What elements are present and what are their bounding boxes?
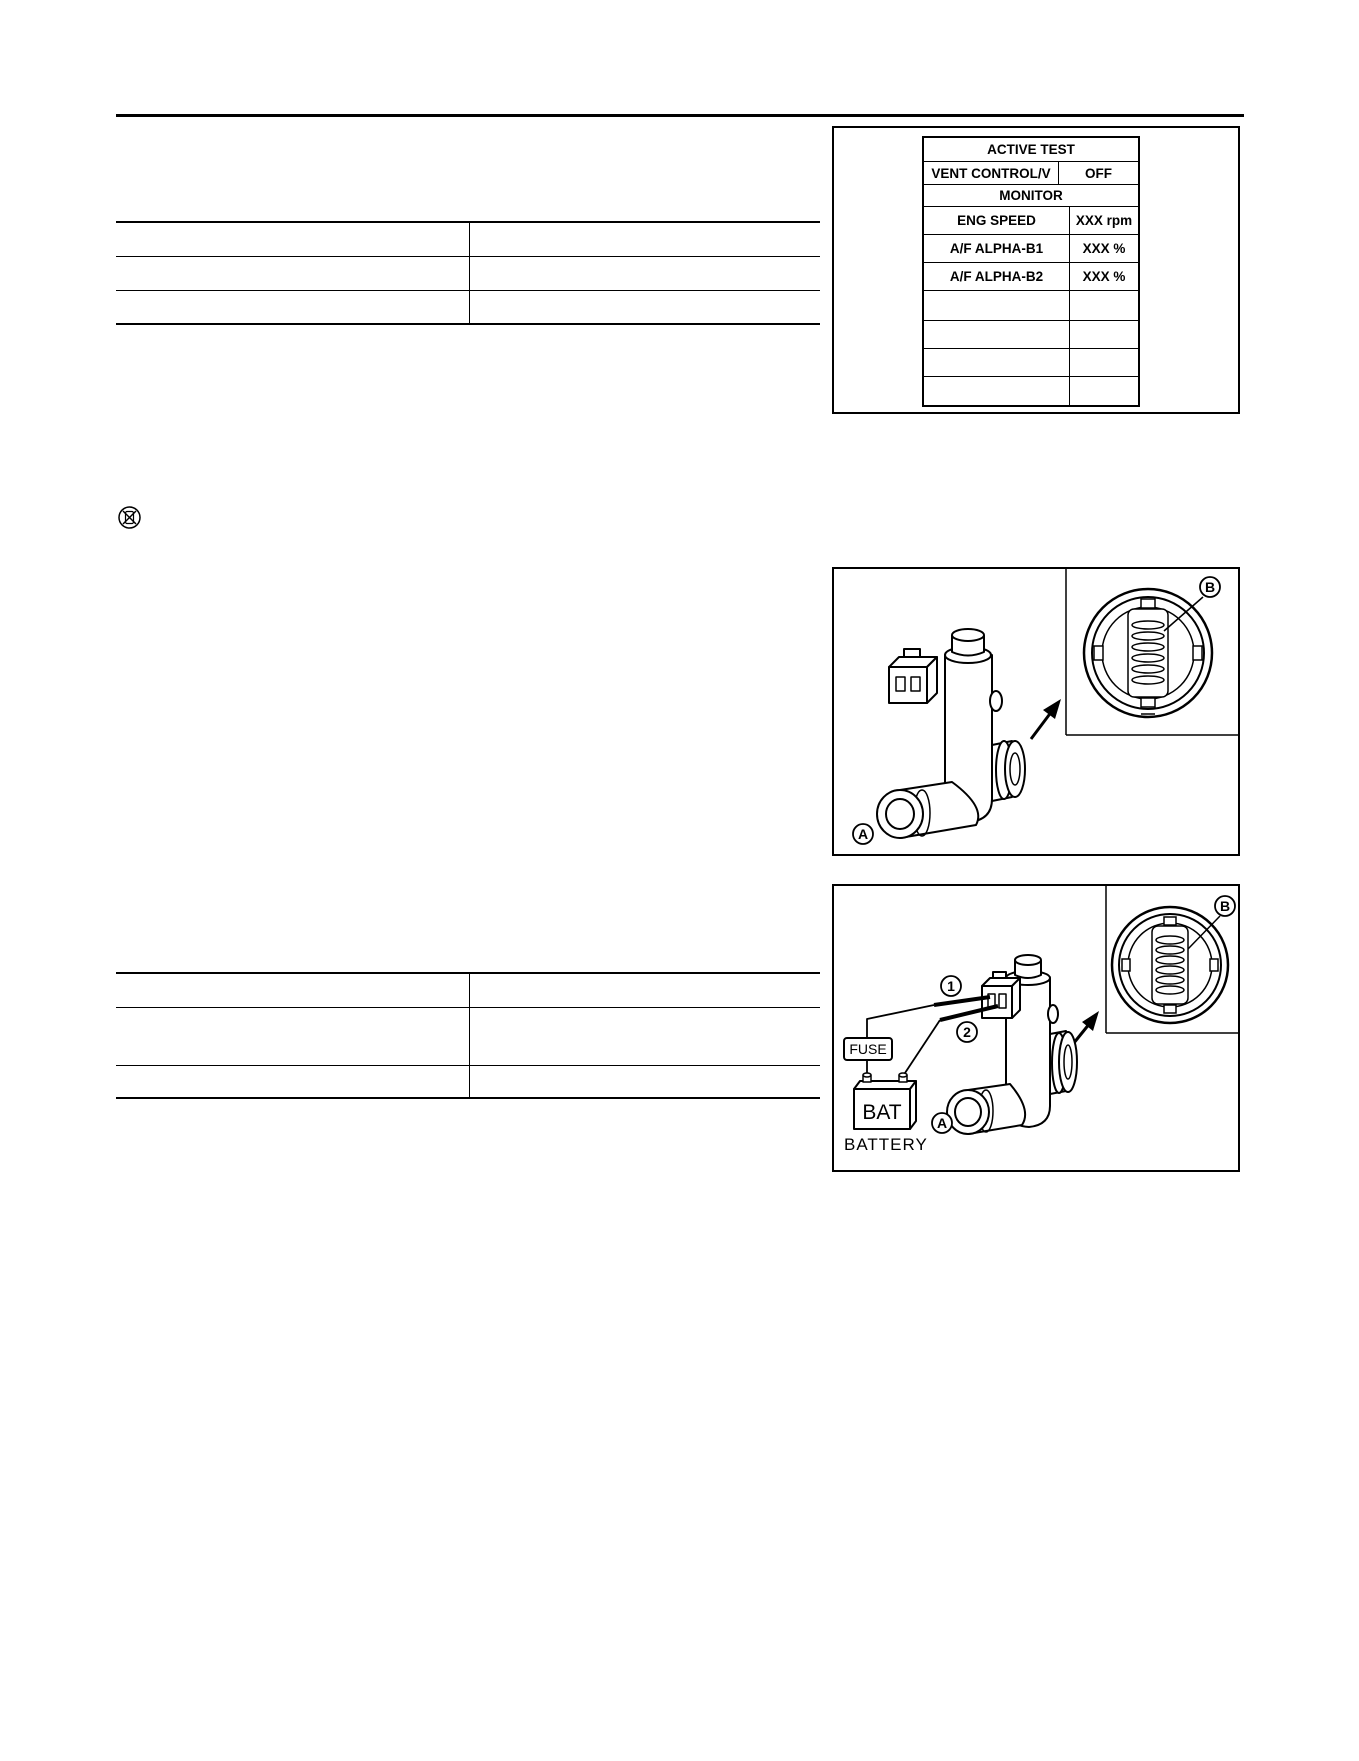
monitor-value: XXX rpm [1075, 213, 1133, 228]
table-cell [469, 222, 820, 257]
callout-a-label: A [857, 826, 869, 842]
spring [1152, 926, 1188, 1004]
callout-b-label: B [1204, 579, 1216, 595]
port-detail-view [1084, 589, 1212, 717]
monitor-header [924, 185, 1138, 207]
active-test-table [922, 136, 1140, 407]
monitor-value [1070, 291, 1138, 320]
monitor-value [1070, 321, 1138, 348]
battery-symbol-label: BAT [862, 1101, 902, 1124]
table-row [116, 1008, 820, 1066]
table-row [924, 321, 1138, 349]
monitor-value [1070, 377, 1138, 405]
table-row [924, 291, 1138, 321]
valve-inspection-drawing [834, 569, 1238, 854]
table-cell [116, 222, 469, 257]
callout-b-label: B [1219, 898, 1231, 914]
electrical-connector [982, 972, 1020, 1018]
battery-test-drawing [834, 886, 1238, 1170]
vent-control-valve [947, 955, 1077, 1134]
active-test-figure [832, 126, 1240, 414]
table-cell [469, 1066, 820, 1099]
monitor-title: MONITOR [999, 188, 1063, 203]
terminal-1-label: 1 [947, 978, 955, 994]
monitor-label: A/F ALPHA-B2 [924, 263, 1070, 290]
valve-inspection-figure [832, 567, 1240, 856]
callout-a [853, 824, 873, 844]
spec-table-2 [116, 972, 820, 1099]
monitor-label [924, 377, 1070, 405]
monitor-value: XXX % [1082, 269, 1126, 284]
callout-terminal-2 [957, 1022, 977, 1042]
view-arrow [1031, 699, 1061, 739]
vent-control-valve [877, 629, 1025, 838]
fuse-label: FUSE [849, 1041, 887, 1057]
table-cell [469, 291, 820, 325]
monitor-label [924, 291, 1070, 320]
fuse [844, 1038, 892, 1060]
monitor-label [924, 321, 1070, 348]
no-consult-icon [117, 505, 142, 530]
table-cell [116, 1066, 469, 1099]
table-cell [116, 973, 469, 1008]
spring [1128, 609, 1168, 697]
table-row [924, 263, 1138, 291]
test-item-value: OFF [1085, 165, 1112, 181]
table-row [924, 207, 1138, 235]
table-row [924, 162, 1138, 185]
table-cell [469, 1008, 820, 1066]
header-rule [116, 114, 1244, 117]
monitor-value: XXX % [1082, 241, 1126, 256]
test-item-label: VENT CONTROL/V [924, 162, 1059, 184]
callout-a [932, 1113, 952, 1133]
battery-caption: BATTERY [844, 1135, 928, 1154]
table-cell [469, 973, 820, 1008]
monitor-label: A/F ALPHA-B1 [924, 235, 1070, 262]
callout-a-label: A [936, 1115, 948, 1131]
battery-icon [854, 1073, 916, 1129]
spec-table-1 [116, 221, 820, 325]
table-row [116, 1066, 820, 1099]
table-row [116, 291, 820, 325]
monitor-label: ENG SPEED [924, 207, 1070, 234]
battery-test-figure [832, 884, 1240, 1172]
table-row [116, 257, 820, 291]
table-row [924, 377, 1138, 405]
table-cell [116, 291, 469, 325]
test-leads [867, 997, 998, 1076]
table-row [924, 349, 1138, 377]
monitor-value [1070, 349, 1138, 376]
table-cell [469, 257, 820, 291]
port-detail-view [1112, 907, 1228, 1023]
active-test-title: ACTIVE TEST [987, 142, 1075, 157]
table-cell [116, 1008, 469, 1066]
active-test-header [924, 138, 1138, 162]
electrical-connector [889, 649, 937, 703]
table-row [116, 222, 820, 257]
terminal-2-label: 2 [963, 1024, 971, 1040]
table-row [924, 235, 1138, 263]
callout-terminal-1 [941, 976, 961, 996]
monitor-label [924, 349, 1070, 376]
table-cell [116, 257, 469, 291]
table-row [116, 973, 820, 1008]
